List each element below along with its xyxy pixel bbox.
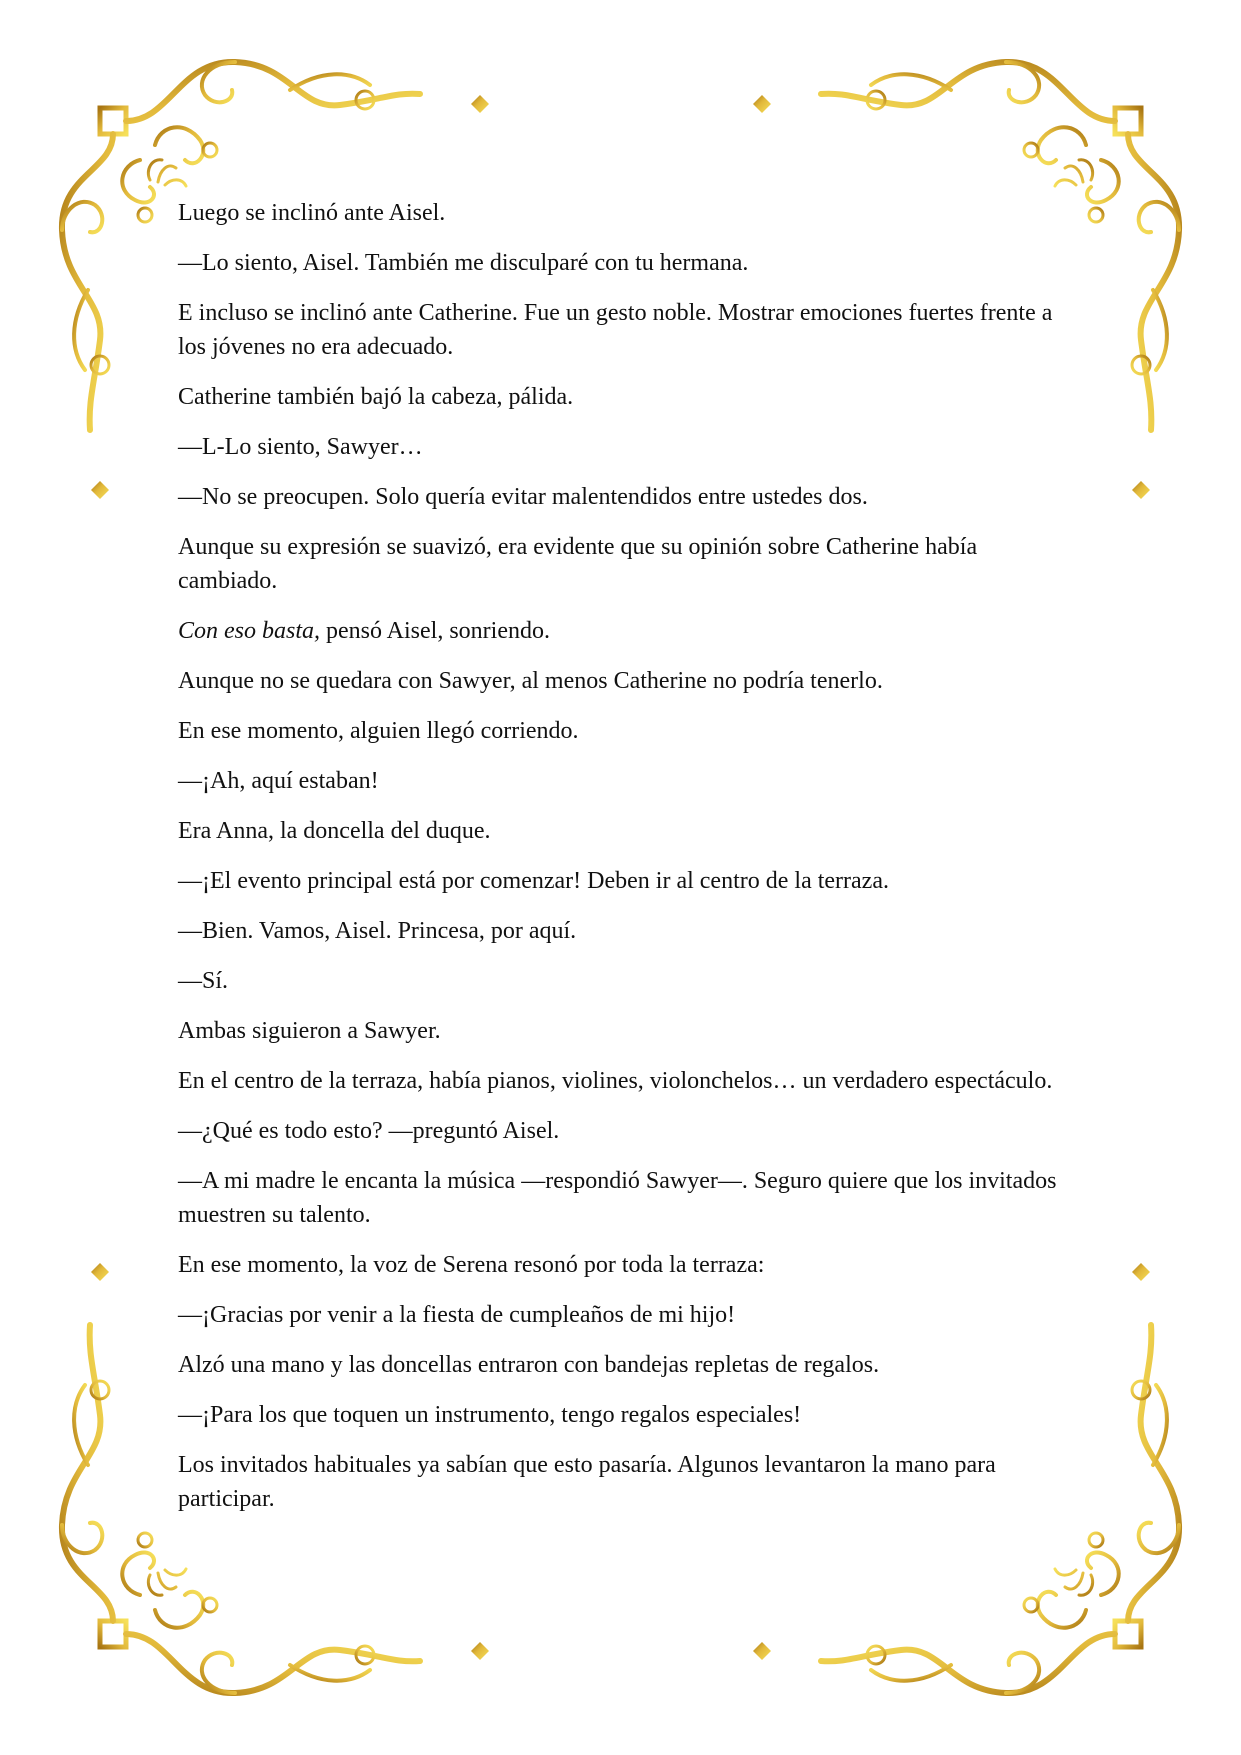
paragraph: En ese momento, la voz de Serena resonó por toda la terraza: [178,1252,765,1278]
document-body [178,196,1078,1532]
italic-thought: Con eso basta, [178,618,321,644]
paragraph: Era Anna, la doncella del duque. [178,818,491,844]
paragraph: —Bien. Vamos, Aisel. Princesa, por aquí. [178,918,577,944]
paragraph: En el centro de la terraza, había pianos, violines, violonchelos… un verdadero espectáculo. [178,1068,1053,1094]
paragraph: —No se preocupen. Solo quería evitar malentendidos entre ustedes dos. [178,484,868,510]
paragraph: En ese momento, alguien llegó corriendo. [178,718,579,744]
paragraph: Los invitados habituales ya sabían que esto pasaría. Algunos levantaron la mano para participar. [178,1452,996,1512]
paragraph: —A mi madre le encanta la música —respondió Sawyer—. Seguro quiere que los invitados muestren su talento. [178,1168,1057,1228]
paragraph: —Lo siento, Aisel. También me disculparé con tu hermana. [178,250,749,276]
paragraph: Ambas siguieron a Sawyer. [178,1018,441,1044]
paragraph: E incluso se inclinó ante Catherine. Fue un gesto noble. Mostrar emociones fuertes frente a los jóvenes no era adecuado. [178,300,1053,360]
paragraph: —¡Para los que toquen un instrumento, tengo regalos especiales! [178,1402,802,1428]
paragraph: —L-Lo siento, Sawyer… [178,434,423,460]
paragraph-text: pensó Aisel, sonriendo. [320,618,550,644]
paragraph: Aunque no se quedara con Sawyer, al menos Catherine no podría tenerlo. [178,668,883,694]
paragraph: —¡Gracias por venir a la fiesta de cumpleaños de mi hijo! [178,1302,736,1328]
paragraph: Luego se inclinó ante Aisel. [178,200,446,226]
paragraph: Catherine también bajó la cabeza, pálida. [178,384,574,410]
paragraph: —¿Qué es todo esto? —preguntó Aisel. [178,1118,560,1144]
paragraph: Alzó una mano y las doncellas entraron con bandejas repletas de regalos. [178,1352,880,1378]
paragraph: —¡Ah, aquí estaban! [178,768,379,794]
paragraph: —¡El evento principal está por comenzar! Deben ir al centro de la terraza. [178,868,889,894]
paragraph: Aunque su expresión se suavizó, era evidente que su opinión sobre Catherine había cambiado. [178,534,978,594]
paragraph: —Sí. [178,968,229,994]
paragraph [178,614,1078,648]
